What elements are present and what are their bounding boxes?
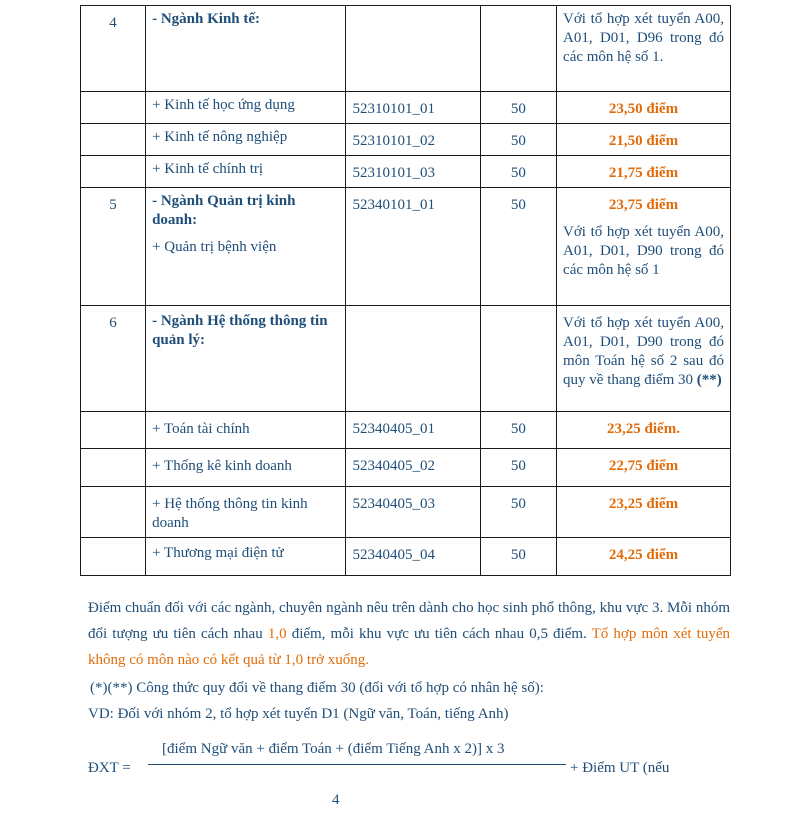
quota: 50 xyxy=(480,188,556,306)
specialization-code: 52340405_02 xyxy=(346,449,480,487)
table-row xyxy=(81,92,731,124)
quota: 50 xyxy=(480,538,556,576)
fraction-bar xyxy=(148,764,566,765)
formula-denominator: 4 xyxy=(332,792,340,808)
quota: 50 xyxy=(480,449,556,487)
group-number xyxy=(81,124,146,156)
specialization-name: + Toán tài chính xyxy=(146,412,346,449)
table-row xyxy=(81,156,731,188)
cutoff-score: 23,50 điểm xyxy=(557,92,731,124)
formula-numerator: [điểm Ngữ văn + điểm Toán + (điểm Tiếng Anh x 2)] x 3 xyxy=(162,741,505,757)
table-row xyxy=(81,487,731,538)
group-note: Với tổ hợp xét tuyển A00, A01, D01, D90 trong đó các môn hệ số 1 xyxy=(563,224,724,278)
formula-tail: + Điểm UT (nếu xyxy=(570,760,670,776)
group-note: Với tổ hợp xét tuyển A00, A01, D01, D96 trong đó các môn hệ số 1. xyxy=(557,6,731,92)
specialization-code: 52310101_02 xyxy=(346,124,480,156)
group-note-mark: (**) xyxy=(696,372,722,388)
specialization-name: + Kinh tế học ứng dụng xyxy=(146,92,346,124)
table-row xyxy=(81,449,731,487)
code-cell xyxy=(346,306,480,412)
major-title: - Ngành Quản trị kinh doanh: xyxy=(152,193,296,228)
group-number xyxy=(81,538,146,576)
quota: 50 xyxy=(480,487,556,538)
cutoff-score: 22,75 điểm xyxy=(557,449,731,487)
specialization-name: + Hệ thống thông tin kinh doanh xyxy=(146,487,346,538)
group-number xyxy=(81,412,146,449)
cutoff-score: 23,75 điểm xyxy=(608,197,679,213)
quota-cell xyxy=(480,306,556,412)
conversion-formula-intro: (*)(**) Công thức quy đổi về thang điểm 30 (đối với tổ hợp có nhân hệ số): xyxy=(90,680,544,696)
table-row xyxy=(81,124,731,156)
formula-label: ĐXT = xyxy=(88,760,131,776)
specialization-code: 52340405_03 xyxy=(346,487,480,538)
cutoff-score: 23,25 điểm. xyxy=(557,412,731,449)
cutoff-score: 21,50 điểm xyxy=(557,124,731,156)
group-number xyxy=(81,92,146,124)
group-note xyxy=(557,306,731,412)
group-number xyxy=(81,487,146,538)
specialization-code: 52310101_03 xyxy=(346,156,480,188)
group-number: 5 xyxy=(81,188,146,306)
cutoff-score: 21,75 điểm xyxy=(557,156,731,188)
group-note-text: Với tổ hợp xét tuyển A00, A01, D01, D90 trong đó môn Toán hệ số 2 sau đó quy về thang điểm 30 xyxy=(563,315,724,388)
group-number: 4 xyxy=(81,6,146,92)
major-title: - Ngành Kinh tế: xyxy=(146,6,346,92)
cutoff-score: 24,25 điểm xyxy=(557,538,731,576)
specialization-code: 52340405_04 xyxy=(346,538,480,576)
specialization-name: + Kinh tế chính trị xyxy=(146,156,346,188)
table-row xyxy=(81,188,731,306)
specialization-name: + Thống kê kinh doanh xyxy=(146,449,346,487)
quota: 50 xyxy=(480,124,556,156)
priority-gap-value: 1,0 xyxy=(267,626,287,642)
group-number xyxy=(81,449,146,487)
cutoff-explanation-paragraph xyxy=(88,595,730,673)
paragraph-text: Điểm chuẩn đối với các ngành, chuyên ngành nêu trên dành cho học sinh phổ thông, khu vực 3. Mỗi nhóm đối tượng ưu tiên cách nhau xyxy=(88,600,730,642)
example-text: VD: Đối với nhóm 2, tổ hợp xét tuyển D1 (Ngữ văn, Toán, tiếng Anh) xyxy=(88,706,509,722)
quota: 50 xyxy=(480,92,556,124)
table-row xyxy=(81,306,731,412)
specialization-code: 52310101_01 xyxy=(346,92,480,124)
table-row xyxy=(81,412,731,449)
admission-score-table xyxy=(80,5,731,576)
specialization-name: + Thương mại điện tử xyxy=(146,538,346,576)
specialization-code: 52340405_01 xyxy=(346,412,480,449)
cutoff-score: 23,25 điểm xyxy=(557,487,731,538)
group-number xyxy=(81,156,146,188)
code-cell xyxy=(346,6,480,92)
specialization-name: + Kinh tế nông nghiệp xyxy=(146,124,346,156)
specialization-name: + Quản trị bệnh viện xyxy=(152,239,277,255)
quota-cell xyxy=(480,6,556,92)
major-title: - Ngành Hệ thống thông tin quản lý: xyxy=(146,306,346,412)
table-row xyxy=(81,538,731,576)
table-row xyxy=(81,6,731,92)
major-cell xyxy=(146,188,346,306)
score-note-cell xyxy=(557,188,731,306)
quota: 50 xyxy=(480,412,556,449)
paragraph-text: điểm, mỗi khu vực ưu tiên cách nhau 0,5 điểm. xyxy=(286,626,592,642)
group-number: 6 xyxy=(81,306,146,412)
specialization-code: 52340101_01 xyxy=(346,188,480,306)
subject-condition-note: Tổ hợp môn xét tuyển không có môn nào có kết quả từ 1,0 trở xuống. xyxy=(88,626,730,668)
quota: 50 xyxy=(480,156,556,188)
